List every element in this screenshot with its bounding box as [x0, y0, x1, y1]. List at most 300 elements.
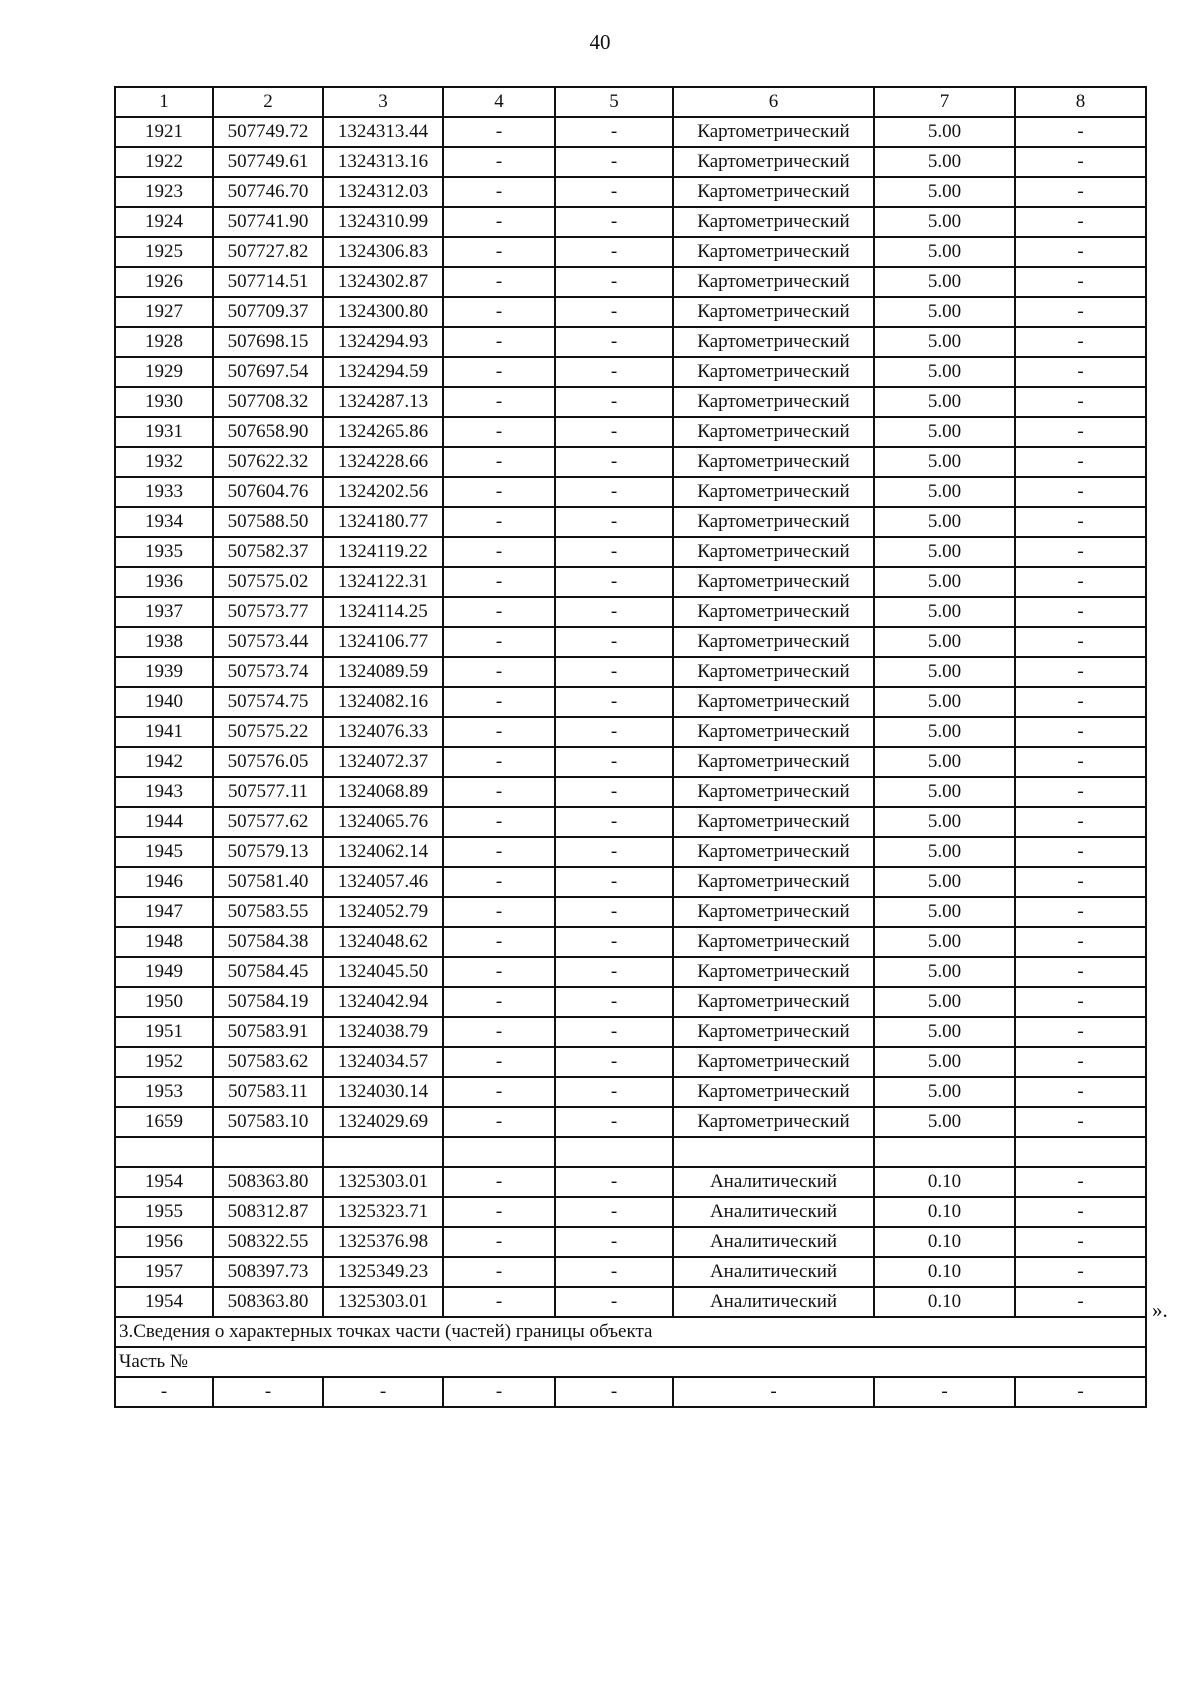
table-cell-col-6: Аналитический [673, 1197, 874, 1227]
table-cell-col-8: - [1015, 567, 1146, 597]
table-cell-col-5: - [555, 147, 673, 177]
table-row [115, 747, 1146, 777]
table-cell-col-3: 1324106.77 [323, 627, 443, 657]
coordinates-table [114, 86, 1147, 1408]
table-row [115, 357, 1146, 387]
table-row [115, 1017, 1146, 1047]
table-cell-col-5: - [555, 207, 673, 237]
table-cell-col-6: Картометрический [673, 687, 874, 717]
table-cell-col-4: - [443, 327, 555, 357]
table-cell-col-1: 1954 [115, 1287, 213, 1317]
table-cell-col-7: 5.00 [874, 627, 1015, 657]
table-cell-col-8: - [1015, 117, 1146, 147]
table-cell-col-6: Аналитический [673, 1287, 874, 1317]
table-cell-col-6: Картометрический [673, 237, 874, 267]
table-cell-col-6: Картометрический [673, 417, 874, 447]
table-cell-col-1: 1947 [115, 897, 213, 927]
table-row [115, 717, 1146, 747]
table-row [115, 777, 1146, 807]
table-cell-col-6: Картометрический [673, 957, 874, 987]
table-cell-col-2: 507575.02 [213, 567, 323, 597]
table-cell-col-7: 5.00 [874, 867, 1015, 897]
table-row [115, 387, 1146, 417]
table-cell-col-1: 1931 [115, 417, 213, 447]
table-cell-col-6: Картометрический [673, 807, 874, 837]
table-cell-col-2: 507584.38 [213, 927, 323, 957]
table-cell-col-1: 1936 [115, 567, 213, 597]
table-row [115, 1257, 1146, 1287]
table-cell-col-5: - [555, 657, 673, 687]
table-cell-col-4: - [443, 1017, 555, 1047]
empty-cell [115, 1137, 213, 1167]
table-cell-col-2: 508322.55 [213, 1227, 323, 1257]
table-cell-col-6: Картометрический [673, 507, 874, 537]
table-cell-col-6: Картометрический [673, 927, 874, 957]
table-row [115, 237, 1146, 267]
table-cell-col-6: Картометрический [673, 177, 874, 207]
table-cell-col-8: - [1015, 387, 1146, 417]
table-cell-col-6: Картометрический [673, 1047, 874, 1077]
table-cell-col-8: - [1015, 507, 1146, 537]
table-cell-col-5: - [555, 807, 673, 837]
table-row [115, 117, 1146, 147]
table-cell-col-8: - [1015, 687, 1146, 717]
table-cell-col-1: 1939 [115, 657, 213, 687]
table-cell-col-4: - [443, 1197, 555, 1227]
table-cell-col-3: 1324265.86 [323, 417, 443, 447]
table-cell-col-5: - [555, 567, 673, 597]
table-cell-col-1: 1951 [115, 1017, 213, 1047]
table-cell-col-2: 507579.13 [213, 837, 323, 867]
table-cell-col-1: 1 [115, 87, 213, 117]
table-cell-col-2: 507577.62 [213, 807, 323, 837]
table-cell-col-4: - [443, 597, 555, 627]
table-cell-col-1: 1957 [115, 1257, 213, 1287]
table-cell-col-1: 1924 [115, 207, 213, 237]
table-cell-col-5: - [555, 687, 673, 717]
table-cell-col-5: - [555, 927, 673, 957]
table-cell-col-6: - [673, 1377, 874, 1407]
table-cell-col-5: - [555, 957, 673, 987]
table-cell-col-2: 507604.76 [213, 477, 323, 507]
table-cell-col-8: - [1015, 717, 1146, 747]
empty-cell [673, 1137, 874, 1167]
table-cell-col-5: - [555, 417, 673, 447]
table-cell-col-4: - [443, 1107, 555, 1137]
table-row [115, 1287, 1146, 1317]
table-cell-col-3: 1325303.01 [323, 1287, 443, 1317]
table-cell-col-2: 507698.15 [213, 327, 323, 357]
table-row [115, 1197, 1146, 1227]
table-cell-col-6: Картометрический [673, 867, 874, 897]
table-cell-col-5: - [555, 837, 673, 867]
table-cell-col-3: 1324029.69 [323, 1107, 443, 1137]
table-cell-col-1: 1950 [115, 987, 213, 1017]
table-cell-col-1: 1937 [115, 597, 213, 627]
part-number-label: Часть № [115, 1347, 1146, 1377]
table-cell-col-5: - [555, 1227, 673, 1257]
table-row [115, 597, 1146, 627]
table-separator-row [115, 1137, 1146, 1167]
table-cell-col-7: - [874, 1377, 1015, 1407]
table-cell-col-7: 5.00 [874, 477, 1015, 507]
table-row [115, 1047, 1146, 1077]
table-cell-col-5: - [555, 507, 673, 537]
table-cell-col-4: - [443, 1047, 555, 1077]
table-cell-col-4: - [443, 627, 555, 657]
table-cell-col-7: 5.00 [874, 177, 1015, 207]
table-cell-col-1: - [115, 1377, 213, 1407]
table-cell-col-3: 1324312.03 [323, 177, 443, 207]
table-cell-col-4: - [443, 177, 555, 207]
table-cell-col-2: 507577.11 [213, 777, 323, 807]
table-cell-col-3: 1324228.66 [323, 447, 443, 477]
table-row [115, 897, 1146, 927]
table-cell-col-4: - [443, 1257, 555, 1287]
table-cell-col-1: 1954 [115, 1167, 213, 1197]
table-cell-col-2: 507746.70 [213, 177, 323, 207]
table-cell-col-1: 1952 [115, 1047, 213, 1077]
table-cell-col-6: Картометрический [673, 657, 874, 687]
table-cell-col-2: 507708.32 [213, 387, 323, 417]
table-cell-col-8: - [1015, 807, 1146, 837]
table-cell-col-2: 507583.62 [213, 1047, 323, 1077]
table-cell-col-2: 507727.82 [213, 237, 323, 267]
table-cell-col-2: 507582.37 [213, 537, 323, 567]
table-cell-col-2: 507741.90 [213, 207, 323, 237]
table-cell-col-5: - [555, 177, 673, 207]
table-cell-col-3: 1324313.44 [323, 117, 443, 147]
table-cell-col-5: - [555, 1017, 673, 1047]
table-cell-col-2: 507583.10 [213, 1107, 323, 1137]
table-cell-col-7: 5.00 [874, 1077, 1015, 1107]
table-cell-col-3: 1325303.01 [323, 1167, 443, 1197]
table-cell-col-1: 1922 [115, 147, 213, 177]
table-cell-col-7: 5.00 [874, 567, 1015, 597]
table-cell-col-7: 5.00 [874, 117, 1015, 147]
table-cell-col-7: 0.10 [874, 1167, 1015, 1197]
table-cell-col-5: - [555, 1077, 673, 1107]
table-row [115, 687, 1146, 717]
table-cell-col-4: - [443, 777, 555, 807]
table-cell-col-7: 5.00 [874, 417, 1015, 447]
table-cell-col-6: Картометрический [673, 1107, 874, 1137]
table-row [115, 807, 1146, 837]
table-cell-col-4: - [443, 1227, 555, 1257]
table-row [115, 327, 1146, 357]
table-cell-col-4: - [443, 747, 555, 777]
table-cell-col-6: Картометрический [673, 117, 874, 147]
table-cell-col-3: 1324052.79 [323, 897, 443, 927]
table-cell-col-7: 5.00 [874, 957, 1015, 987]
table-cell-col-4: - [443, 927, 555, 957]
table-cell-col-3: 1324082.16 [323, 687, 443, 717]
table-cell-col-6: Картометрический [673, 987, 874, 1017]
table-row [115, 1167, 1146, 1197]
table-cell-col-3: - [323, 1377, 443, 1407]
table-cell-col-8: - [1015, 657, 1146, 687]
table-cell-col-3: 1324076.33 [323, 717, 443, 747]
table-cell-col-7: 5.00 [874, 807, 1015, 837]
table-cell-col-6: Картометрический [673, 837, 874, 867]
table-cell-col-6: Картометрический [673, 447, 874, 477]
table-cell-col-2: 508363.80 [213, 1167, 323, 1197]
table-cell-col-6: Картометрический [673, 267, 874, 297]
table-cell-col-1: 1955 [115, 1197, 213, 1227]
table-cell-col-6: Картометрический [673, 357, 874, 387]
table-cell-col-8: - [1015, 897, 1146, 927]
table-cell-col-2: 508363.80 [213, 1287, 323, 1317]
table-cell-col-8: - [1015, 237, 1146, 267]
table-cell-col-8: - [1015, 1377, 1146, 1407]
table-row [115, 417, 1146, 447]
table-cell-col-8: - [1015, 957, 1146, 987]
table-cell-col-4: - [443, 417, 555, 447]
table-cell-col-5: - [555, 1287, 673, 1317]
table-row [115, 297, 1146, 327]
table-cell-col-7: 5.00 [874, 387, 1015, 417]
table-cell-col-8: - [1015, 447, 1146, 477]
table-cell-col-8: - [1015, 417, 1146, 447]
table-cell-col-4: 4 [443, 87, 555, 117]
table-row [115, 507, 1146, 537]
table-cell-col-6: Картометрический [673, 627, 874, 657]
table-cell-col-3: 1324034.57 [323, 1047, 443, 1077]
table-cell-col-4: - [443, 267, 555, 297]
table-cell-col-1: 1932 [115, 447, 213, 477]
table-cell-col-1: 1925 [115, 237, 213, 267]
table-row [115, 957, 1146, 987]
table-row [115, 987, 1146, 1017]
table-cell-col-1: 1929 [115, 357, 213, 387]
table-cell-col-7: 5.00 [874, 837, 1015, 867]
table-cell-col-1: 1926 [115, 267, 213, 297]
table-cell-col-2: 507576.05 [213, 747, 323, 777]
table-cell-col-2: 507622.32 [213, 447, 323, 477]
table-cell-col-6: Картометрический [673, 747, 874, 777]
table-cell-col-4: - [443, 357, 555, 387]
table-cell-col-3: 1324072.37 [323, 747, 443, 777]
table-cell-col-6: Картометрический [673, 897, 874, 927]
table-cell-col-8: - [1015, 1077, 1146, 1107]
table-cell-col-4: - [443, 207, 555, 237]
table-cell-col-5: - [555, 987, 673, 1017]
table-cell-col-3: 1324202.56 [323, 477, 443, 507]
table-cell-col-6: Картометрический [673, 567, 874, 597]
table-cell-col-7: 7 [874, 87, 1015, 117]
table-row-empty-part [115, 1377, 1146, 1407]
table-cell-col-2: 507584.45 [213, 957, 323, 987]
table-cell-col-6: Картометрический [673, 597, 874, 627]
table-cell-col-8: - [1015, 327, 1146, 357]
table-cell-col-6: Аналитический [673, 1167, 874, 1197]
table-cell-col-5: - [555, 1197, 673, 1227]
table-row [115, 1077, 1146, 1107]
table-cell-col-1: 1942 [115, 747, 213, 777]
table-cell-col-6: Картометрический [673, 717, 874, 747]
table-cell-col-3: 1324313.16 [323, 147, 443, 177]
table-cell-col-1: 1953 [115, 1077, 213, 1107]
table-cell-col-6: Картометрический [673, 477, 874, 507]
table-cell-col-4: - [443, 897, 555, 927]
table-cell-col-7: 5.00 [874, 717, 1015, 747]
table-cell-col-6: Картометрический [673, 147, 874, 177]
table-row [115, 657, 1146, 687]
table-cell-col-2: 507583.11 [213, 1077, 323, 1107]
table-row [115, 567, 1146, 597]
table-cell-col-3: 1324057.46 [323, 867, 443, 897]
table-cell-col-5: - [555, 1377, 673, 1407]
table-row [115, 867, 1146, 897]
table-cell-col-6: Картометрический [673, 297, 874, 327]
table-cell-col-4: - [443, 657, 555, 687]
table-cell-col-3: 1324048.62 [323, 927, 443, 957]
table-cell-col-7: 5.00 [874, 507, 1015, 537]
table-cell-col-3: 1324306.83 [323, 237, 443, 267]
table-cell-col-8: - [1015, 1257, 1146, 1287]
empty-cell [443, 1137, 555, 1167]
table-cell-col-4: - [443, 957, 555, 987]
table-cell-col-7: 5.00 [874, 897, 1015, 927]
table-cell-col-3: 1324089.59 [323, 657, 443, 687]
table-cell-col-6: Картометрический [673, 387, 874, 417]
table-cell-col-4: - [443, 717, 555, 747]
table-cell-col-6: Аналитический [673, 1227, 874, 1257]
table-cell-col-8: - [1015, 747, 1146, 777]
table-cell-col-8: - [1015, 357, 1146, 387]
table-cell-col-1: 1659 [115, 1107, 213, 1137]
table-cell-col-3: 1324065.76 [323, 807, 443, 837]
table-cell-col-4: - [443, 237, 555, 267]
table-cell-col-8: - [1015, 1167, 1146, 1197]
empty-cell [213, 1137, 323, 1167]
table-row [115, 1107, 1146, 1137]
table-cell-col-7: 5.00 [874, 297, 1015, 327]
table-row [115, 537, 1146, 567]
empty-cell [323, 1137, 443, 1167]
table-cell-col-4: - [443, 567, 555, 597]
table-cell-col-1: 1948 [115, 927, 213, 957]
table-cell-col-7: 0.10 [874, 1287, 1015, 1317]
empty-cell [555, 1137, 673, 1167]
table-cell-col-5: - [555, 267, 673, 297]
table-cell-col-3: 1324119.22 [323, 537, 443, 567]
table-cell-col-5: - [555, 1047, 673, 1077]
table-cell-col-7: 5.00 [874, 537, 1015, 567]
table-cell-col-5: - [555, 297, 673, 327]
table-cell-col-8: - [1015, 987, 1146, 1017]
table-cell-col-2: 507588.50 [213, 507, 323, 537]
empty-cell [1015, 1137, 1146, 1167]
table-cell-col-7: 5.00 [874, 447, 1015, 477]
table-cell-col-5: - [555, 1167, 673, 1197]
table-cell-col-2: 507584.19 [213, 987, 323, 1017]
table-cell-col-2: 507581.40 [213, 867, 323, 897]
table-cell-col-8: - [1015, 267, 1146, 297]
table-row [115, 477, 1146, 507]
table-cell-col-5: 5 [555, 87, 673, 117]
table-cell-col-3: 1325323.71 [323, 1197, 443, 1227]
table-cell-col-1: 1956 [115, 1227, 213, 1257]
table-cell-col-6: Картометрический [673, 207, 874, 237]
table-cell-col-1: 1938 [115, 627, 213, 657]
table-cell-col-1: 1934 [115, 507, 213, 537]
table-cell-col-5: - [555, 117, 673, 147]
table-cell-col-3: 1324294.93 [323, 327, 443, 357]
table-cell-col-8: - [1015, 597, 1146, 627]
table-cell-col-3: 3 [323, 87, 443, 117]
table-cell-col-1: 1946 [115, 867, 213, 897]
page-number: 40 [589, 30, 611, 54]
table-cell-col-7: 0.10 [874, 1257, 1015, 1287]
table-cell-col-8: - [1015, 777, 1146, 807]
table-cell-col-6: Картометрический [673, 1077, 874, 1107]
table-cell-col-4: - [443, 147, 555, 177]
table-cell-col-2: 507573.44 [213, 627, 323, 657]
table-cell-col-8: - [1015, 147, 1146, 177]
table-cell-col-1: 1949 [115, 957, 213, 987]
table-cell-col-4: - [443, 867, 555, 897]
table-cell-col-8: - [1015, 927, 1146, 957]
table-cell-col-2: 507575.22 [213, 717, 323, 747]
table-cell-col-7: 5.00 [874, 747, 1015, 777]
table-cell-col-7: 5.00 [874, 357, 1015, 387]
table-cell-col-8: - [1015, 477, 1146, 507]
table-cell-col-3: 1324302.87 [323, 267, 443, 297]
table-cell-col-8: - [1015, 297, 1146, 327]
table-cell-col-7: 5.00 [874, 1047, 1015, 1077]
table-row [115, 627, 1146, 657]
table-cell-col-4: - [443, 687, 555, 717]
table-cell-col-8: - [1015, 1197, 1146, 1227]
table-cell-col-2: 507749.61 [213, 147, 323, 177]
table-row [115, 927, 1146, 957]
table-cell-col-1: 1935 [115, 537, 213, 567]
table-cell-col-4: - [443, 1167, 555, 1197]
table-cell-col-5: - [555, 597, 673, 627]
table-cell-col-1: 1928 [115, 327, 213, 357]
table-cell-col-1: 1927 [115, 297, 213, 327]
table-cell-col-6: Картометрический [673, 1017, 874, 1047]
table-cell-col-3: 1324042.94 [323, 987, 443, 1017]
table-cell-col-3: 1324062.14 [323, 837, 443, 867]
table-cell-col-4: - [443, 507, 555, 537]
table-cell-col-7: 5.00 [874, 687, 1015, 717]
table-cell-col-1: 1943 [115, 777, 213, 807]
table-cell-col-5: - [555, 477, 673, 507]
table-header-row [115, 87, 1146, 117]
table-cell-col-3: 1324180.77 [323, 507, 443, 537]
table-cell-col-2: 507714.51 [213, 267, 323, 297]
table-cell-col-7: 5.00 [874, 657, 1015, 687]
table-cell-col-7: 5.00 [874, 267, 1015, 297]
table-cell-col-1: 1921 [115, 117, 213, 147]
table-cell-col-5: - [555, 627, 673, 657]
section-title-row [115, 1317, 1146, 1347]
table-cell-col-5: - [555, 447, 673, 477]
table-cell-col-5: - [555, 387, 673, 417]
table-cell-col-1: 1940 [115, 687, 213, 717]
table-cell-col-5: - [555, 537, 673, 567]
table-cell-col-7: 5.00 [874, 597, 1015, 627]
table-cell-col-1: 1941 [115, 717, 213, 747]
table-cell-col-7: 5.00 [874, 1017, 1015, 1047]
table-cell-col-2: 508312.87 [213, 1197, 323, 1227]
table-row [115, 207, 1146, 237]
table-cell-col-3: 1324114.25 [323, 597, 443, 627]
table-cell-col-7: 5.00 [874, 777, 1015, 807]
table-cell-col-4: - [443, 297, 555, 327]
